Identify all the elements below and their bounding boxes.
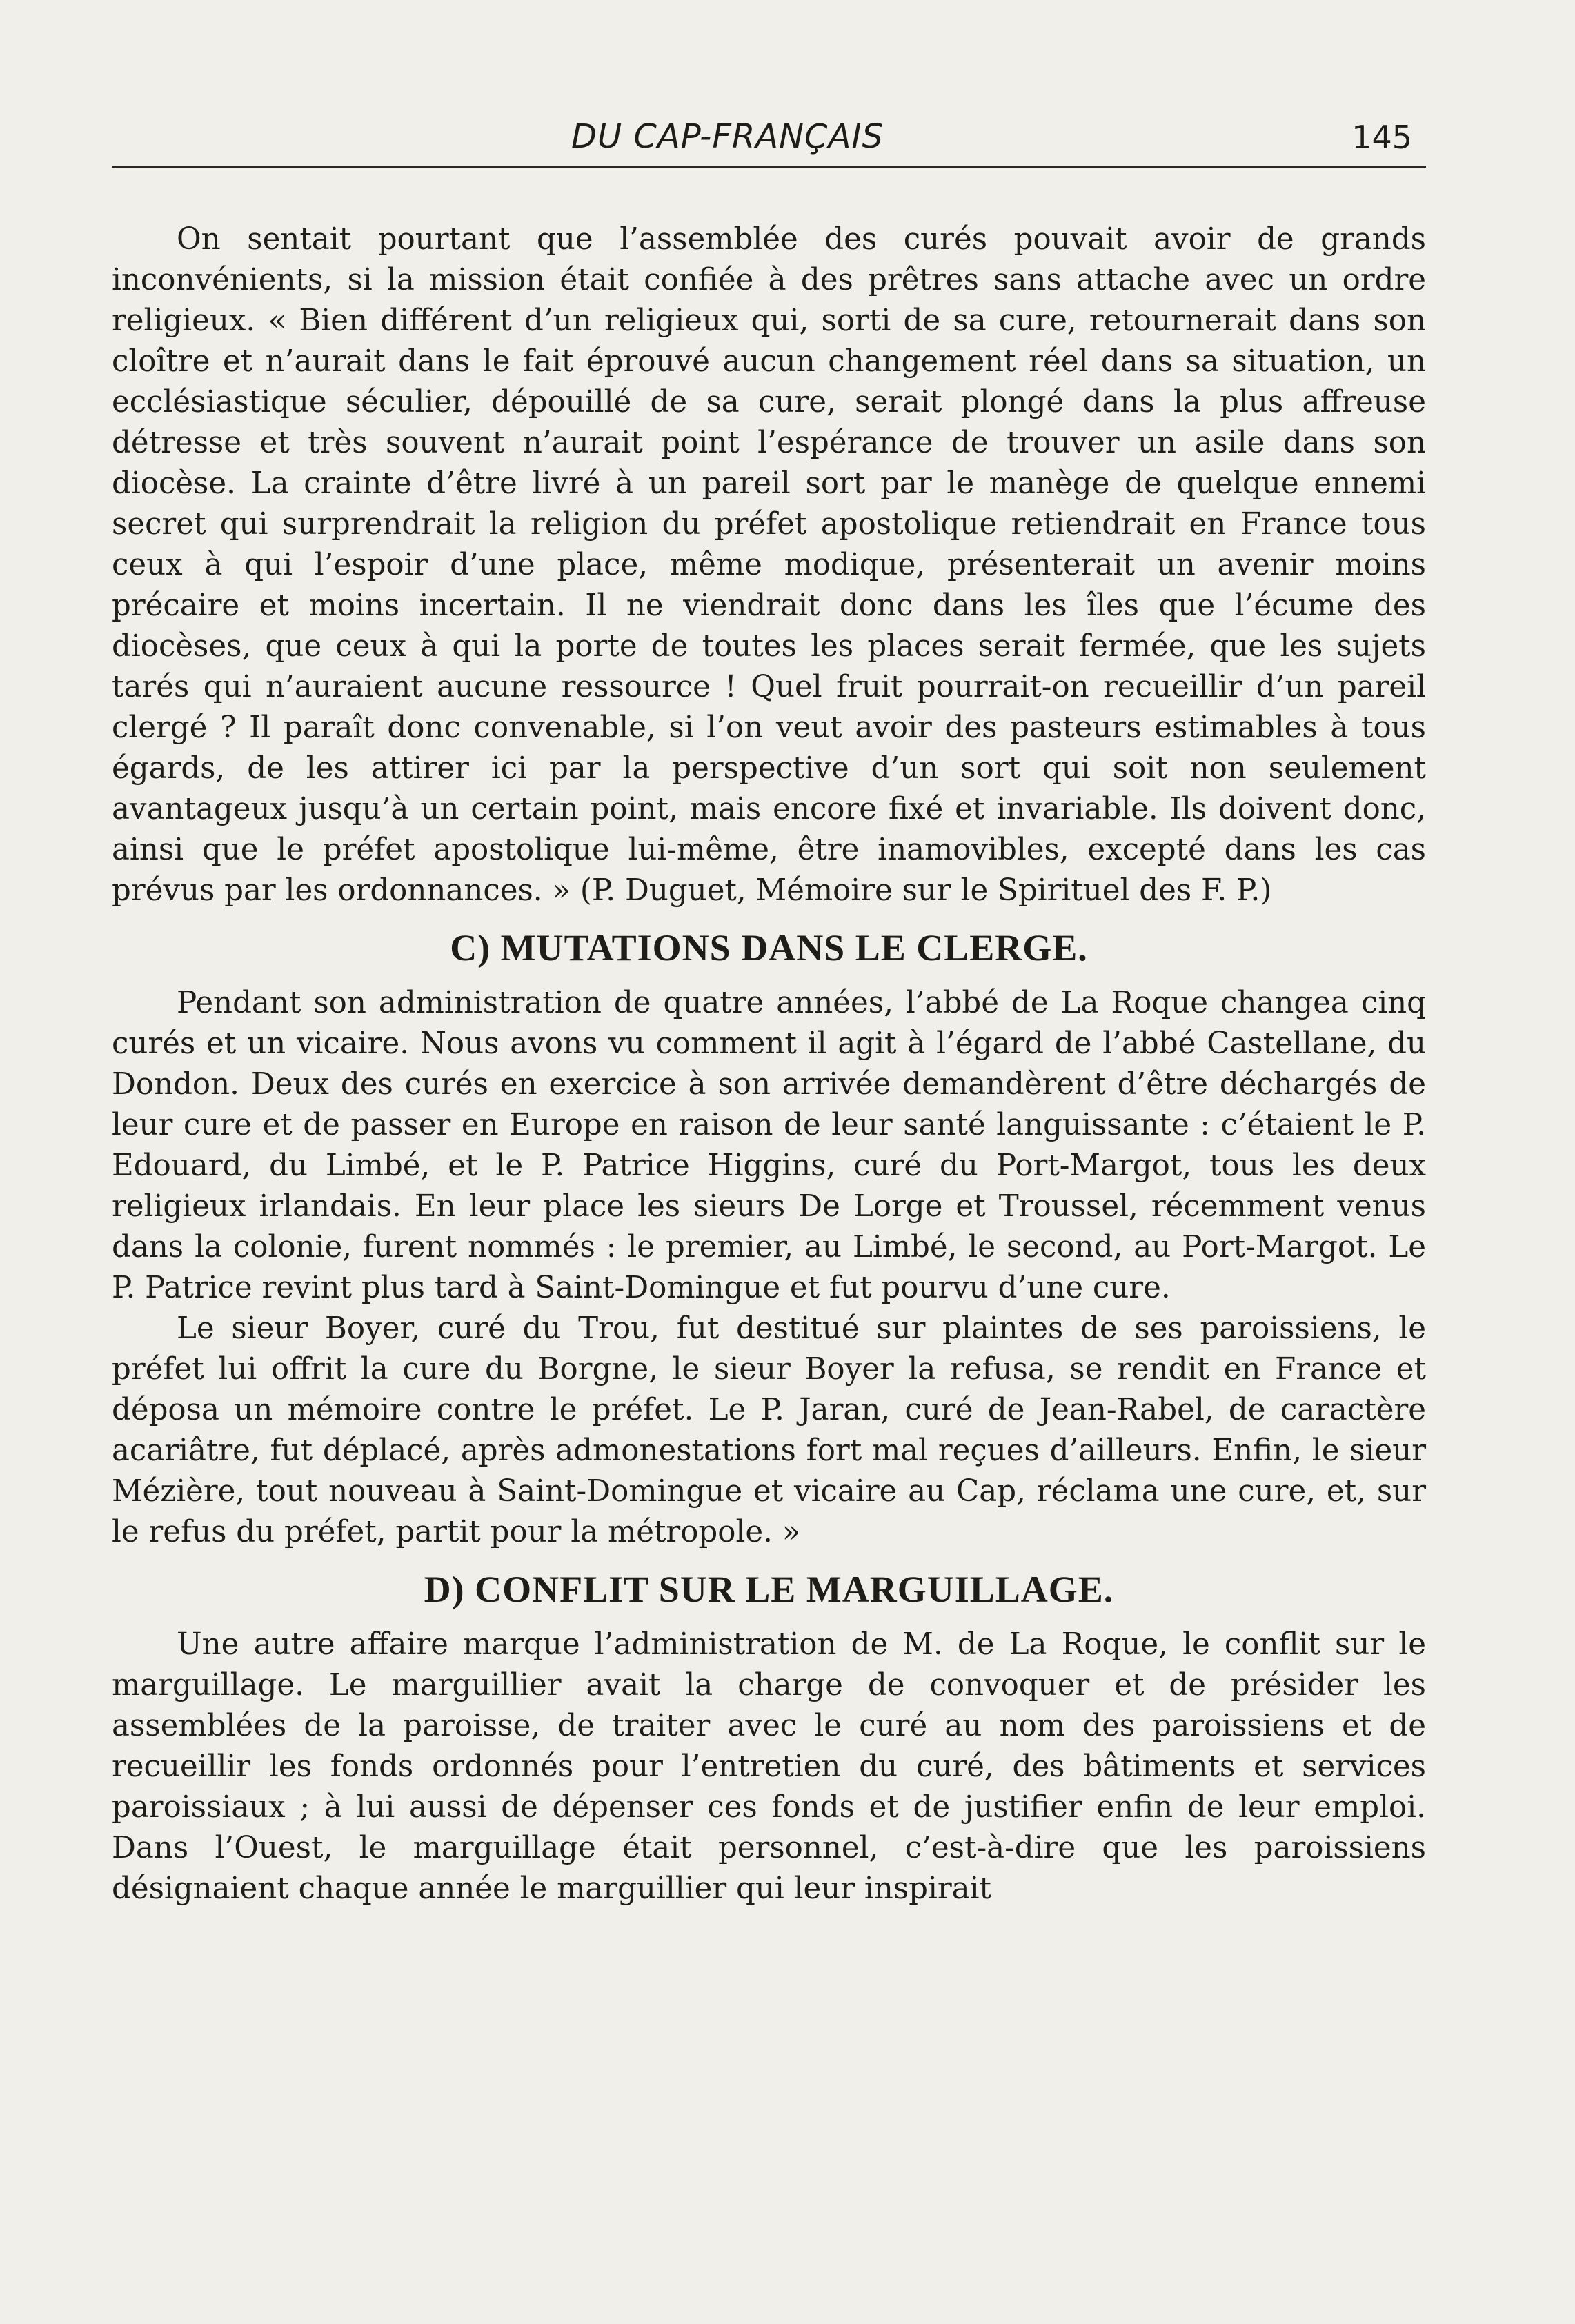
section-heading-d: D) CONFLIT SUR LE MARGUILLAGE. — [424, 1569, 1114, 1610]
running-title: DU CAP-FRANÇAIS — [571, 117, 884, 156]
paragraph-mutations-1: Pendant son administration de quatre années, l’abbé de La Roque changea cinq curés et un vicaire. Nous avons vu comment il agit à l’égard de l’abbé Castellane, du Dondon. Deux des curés en exercice à son arrivée demandèrent d’être déchargés de leur cure et de passer en Europe en raison de leur santé languissante : c’étaient le P. Edouard, du Limbé, et le P. Patrice Higgins, curé du Port-Margot, tous les deux religieux irlandais. En leur place les sieurs De Lorge et Troussel, récemment venus dans la colonie, furent nommés : le premier, au Limbé, le second, au Port-Margot. Le P. Patrice revint plus tard à Saint-Domingue et fut pourvu d’une cure. — [112, 986, 1426, 1305]
page-number: 145 — [1351, 119, 1412, 156]
book-page — [112, 0, 1426, 2324]
paragraph-marguillage: Une autre affaire marque l’administration de M. de La Roque, le conflit sur le marguillage. Le marguillier avait la charge de convoquer et de présider les assemblées de la paroisse, de traiter avec le curé au nom des paroissiens et de recueillir les fonds ordonnés pour l’entretien du curé, des bâtiments et services paroissiaux ; à lui aussi de dépenser ces fonds et de justifier enfin de leur emploi. Dans l’Ouest, le marguillage était personnel, c’est-à-dire que les paroissiens désignaient chaque année le marguillier qui leur inspirait — [112, 1627, 1426, 1906]
paragraph-quote: On sentait pourtant que l’assemblée des curés pouvait avoir de grands inconvénients, si la mission était confiée à des prêtres sans attache avec un ordre religieux. « Bien différent d’un religieux qui, sorti de sa cure, retournerait dans son cloître et n’aurait dans le fait éprouvé aucun changement réel dans sa situation, un ecclésiastique séculier, dépouillé de sa cure, serait plongé dans la plus affreuse détresse et très souvent n’aurait point l’espérance de trouver un asile dans son diocèse. La crainte d’être livré à un pareil sort par le manège de quelque ennemi secret qui surprendrait la religion du préfet apostolique retiendrait en France tous ceux à qui l’espoir d’une place, même modique, présenterait un avenir moins précaire et moins incertain. Il ne viendrait donc dans les îles que l’écume des diocèses, que ceux à qui la porte de toutes les places serait fermée, que les sujets tarés qui n’auraient aucune ressource ! Quel fruit pourrait-on recueillir d’un pareil clergé ? Il paraît donc convenable, si l’on veut avoir des pasteurs estimables à tous égards, de les attirer ici par la perspective d’un sort qui soit non seulement avantageux jusqu’à un certain point, mais encore fixé et invariable. Ils doivent donc, ainsi que le préfet apostolique lui-même, être inamovibles, excepté dans les cas prévus par les ordonnances. » (P. Duguet, Mémoire sur le Spirituel des F. P.) — [112, 222, 1426, 908]
page-body — [112, 219, 1426, 1909]
running-header — [112, 117, 1426, 168]
paragraph-mutations-2: Le sieur Boyer, curé du Trou, fut destitué sur plaintes de ses paroissiens, le préfet lui offrit la cure du Borgne, le sieur Boyer la refusa, se rendit en France et déposa un mémoire contre le préfet. Le P. Jaran, curé de Jean-Rabel, de caractère acariâtre, fut déplacé, après admonestations fort mal reçues d’ailleurs. Enfin, le sieur Mézière, tout nouveau à Saint-Domingue et vicaire au Cap, réclama une cure, et, sur le refus du préfet, partit pour la métropole. » — [112, 1311, 1426, 1549]
section-heading-c: C) MUTATIONS DANS LE CLERGE. — [450, 927, 1088, 969]
